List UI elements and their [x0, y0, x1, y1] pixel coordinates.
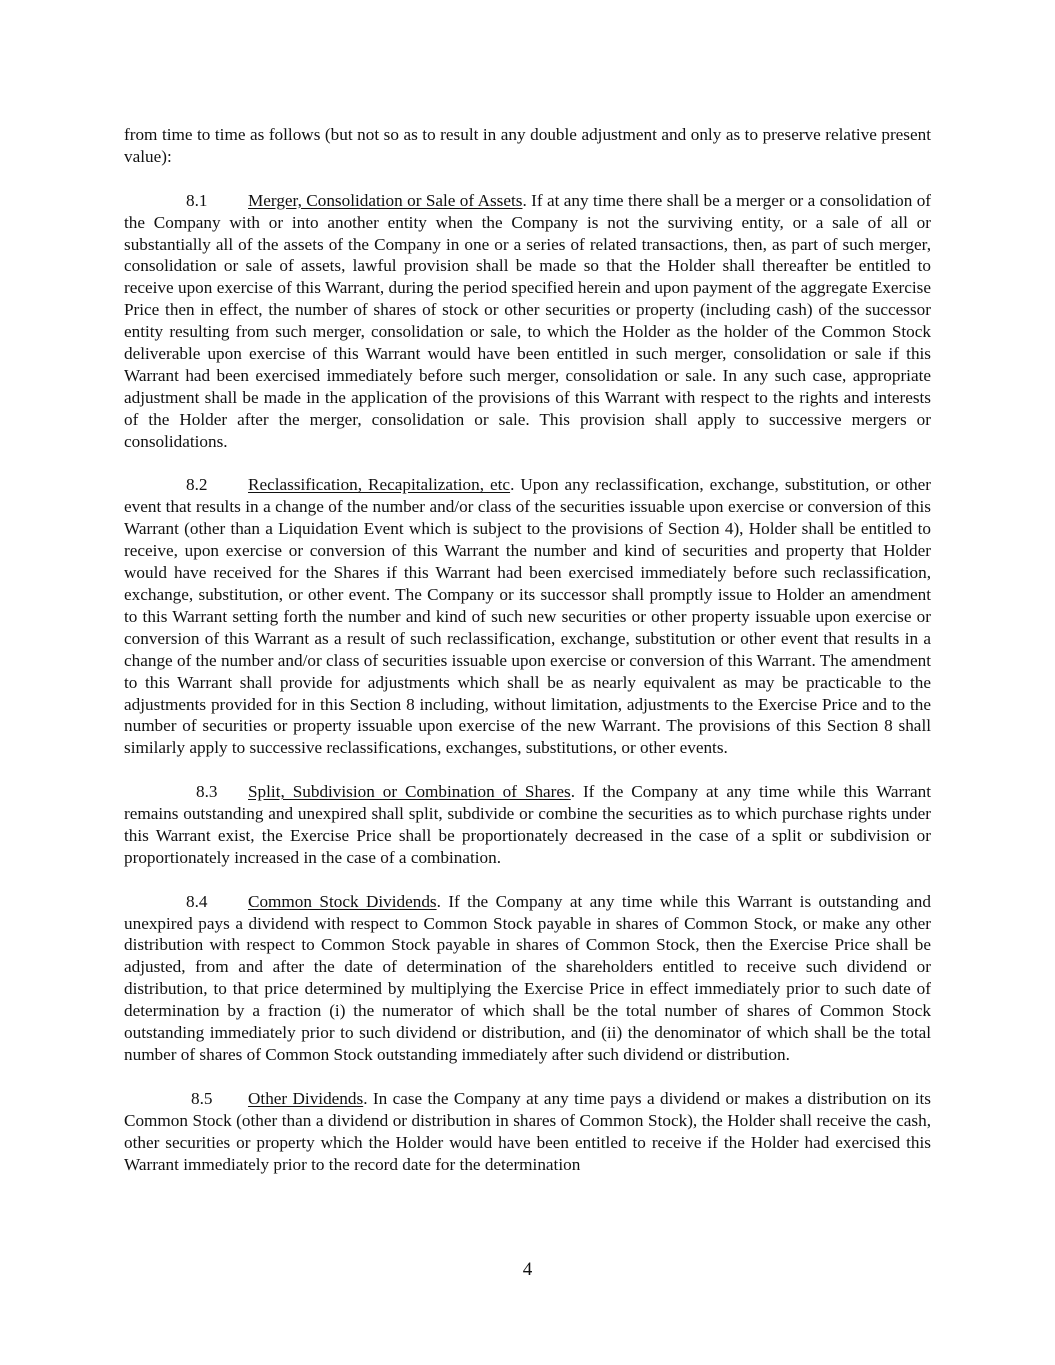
heading-punctuation: . — [570, 782, 576, 802]
section-body: If at any time there shall be a merger or a consolidation of the Company with or into another entity when the Company is not the surviving entity, or a sale of all or substantially all of the assets of the Company in one or a series of related transactions, then, as part of such merger, consolidation or sale of assets, lawful provision shall be made so that the Holder shall thereafter be entitled to receive upon exercise of this Warrant, during the period specified herein and upon payment of the aggregate Exercise Price then in effect, the number of shares of stock or other securities or property (including cash) of the successor entity resulting from such merger, consolidation or sale, to which the Holder as the holder of the Common Stock deliverable upon exercise of this Warrant would have been entitled in such merger, consolidation or sale if this Warrant had been exercised immediately before such merger, consolidation or sale. In any such case, appropriate adjustment shall be made in the application of the provisions of this Warrant with respect to the rights and interests of the Holder after the merger, consolidation or sale. This provision shall apply to successive mergers or consolidations. — [124, 190, 932, 451]
section-number: 8.1 — [186, 190, 208, 210]
section-8-2 — [124, 474, 931, 759]
document-page — [124, 124, 931, 1197]
section-number: 8.3 — [196, 782, 218, 802]
section-heading: Merger, Consolidation or Sale of Assets — [248, 190, 523, 210]
section-heading: Other Dividends — [248, 1088, 364, 1108]
intro-paragraph: from time to time as follows (but not so as to result in any double adjustment and only as to preserve relative present value): — [124, 125, 931, 166]
section-8-5 — [124, 1088, 931, 1176]
heading-punctuation: . — [510, 475, 515, 495]
section-body: If the Company at any time while this Warrant is outstanding and unexpired pays a dividend with respect to Common Stock payable in shares of Common Stock, or make any other distribution with respect to Common Stock payable in shares of Common Stock, then the Exercise Price shall be adjusted, from and after the date of determination of the shareholders entitled to receive such dividend or distribution, to that price determined by multiplying the Exercise Price in effect immediately prior to such date of determination by a fraction (i) the numerator of which shall be the total number of shares of Common Stock outstanding immediately prior to such dividend or distribution, and (ii) the denominator of which shall be the total number of shares of Common Stock outstanding immediately after such dividend or distribution. — [124, 891, 931, 1064]
section-body: In case the Company at any time pays a dividend or makes a distribution on its Common Stock (other than a dividend or distribution in shares of Common Stock), the Holder shall receive the cash, other securities or property which the Holder would have been entitled to receive if the Holder had exercised this Warrant immediately prior to the record date for the determination — [124, 1088, 931, 1174]
section-body: If the Company at any time while this Warrant remains outstanding and unexpired shall split, subdivide or combine the securities as to which purchase rights under this Warrant exist, the Exercise Price shall be proportionately decreased in the case of a split or subdivision or proportionately increased in the case of a combination. — [124, 782, 931, 867]
section-heading: Reclassification, Recapitalization, etc — [248, 475, 511, 495]
section-number: 8.5 — [191, 1088, 213, 1108]
page-number: 4 — [522, 1259, 533, 1280]
section-8-4 — [124, 891, 931, 1066]
heading-punctuation: . — [522, 190, 527, 210]
heading-punctuation: . — [363, 1088, 368, 1108]
section-8-3 — [124, 781, 931, 869]
section-number: 8.4 — [186, 891, 208, 911]
section-heading: Common Stock Dividends — [248, 891, 437, 911]
section-number: 8.2 — [186, 475, 208, 495]
section-8-1 — [124, 190, 931, 453]
section-heading: Split, Subdivision or Combination of Shares — [248, 782, 571, 802]
section-body: Upon any reclassification, exchange, substitution, or other event that results in a change of the number and/or class of the securities issuable upon exercise or conversion of this Warrant (other than a Liquidation Event which is subject to the provisions of Section 4), Holder shall be entitled to receive, upon exercise or conversion of this Warrant the number and kind of securities and property that Holder would have received for the Shares if this Warrant had been exercised immediately before such reclassification, exchange, substitution, or other event. The Company or its successor shall promptly issue to Holder an amendment to this Warrant setting forth the number and kind of such new securities or other property issuable upon exercise or conversion of this Warrant as a result of such reclassification, exchange, substitution or other event that results in a change of the number and/or class of securities issuable upon exercise or conversion of this Warrant. The amendment to this Warrant shall provide for adjustments which shall be as nearly equivalent as may be practicable to the adjustments provided for in this Section 8 including, without limitation, adjustments to the Exercise Price and to the number of securities or property issuable upon exercise of the new Warrant. The provisions of this Section 8 shall similarly apply to successive reclassifications, exchanges, substitutions, or other events. — [124, 475, 931, 758]
heading-punctuation: . — [436, 891, 441, 911]
